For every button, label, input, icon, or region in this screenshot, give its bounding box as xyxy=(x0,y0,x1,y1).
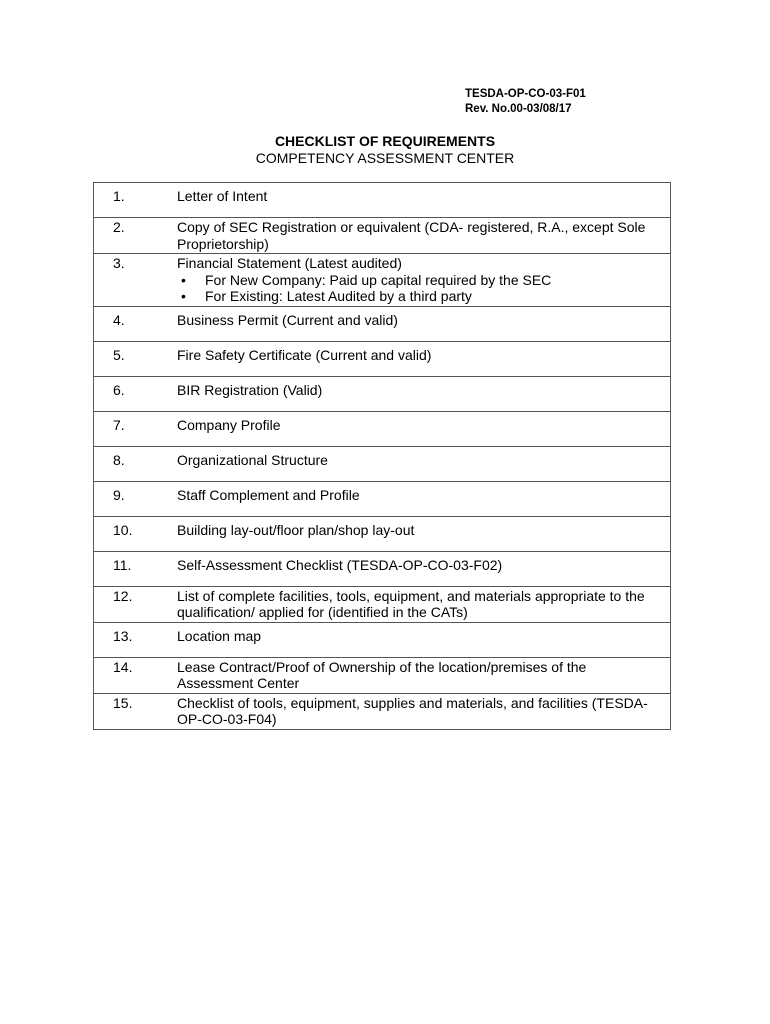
item-number: 10. xyxy=(94,516,178,551)
requirements-table xyxy=(93,182,671,730)
table-row xyxy=(94,622,671,657)
table-row xyxy=(94,551,671,586)
item-number: 12. xyxy=(94,586,178,622)
item-number: 15. xyxy=(94,693,178,729)
table-row xyxy=(94,586,671,622)
bullet-icon: • xyxy=(181,271,186,288)
item-cell xyxy=(177,254,671,307)
item-text: Business Permit (Current and valid) xyxy=(177,306,671,341)
item-text: Fire Safety Certificate (Current and valid) xyxy=(177,341,671,376)
item-text: Checklist of tools, equipment, supplies and materials, and facilities (TESDA-OP-CO-03-F04) xyxy=(177,693,671,729)
item-text: Copy of SEC Registration or equivalent (CDA- registered, R.A., except Sole Proprietorship) xyxy=(177,218,671,254)
table-row xyxy=(94,411,671,446)
item-text: Letter of Intent xyxy=(177,183,671,218)
document-reference xyxy=(465,87,586,117)
table-row xyxy=(94,446,671,481)
table-row xyxy=(94,693,671,729)
item-number: 14. xyxy=(94,657,178,693)
item-number: 13. xyxy=(94,622,178,657)
table-row xyxy=(94,481,671,516)
table-row xyxy=(94,376,671,411)
table-row xyxy=(94,254,671,307)
table-row xyxy=(94,218,671,254)
item-number: 1. xyxy=(94,183,178,218)
table-row xyxy=(94,306,671,341)
item-number: 4. xyxy=(94,306,178,341)
table-row xyxy=(94,657,671,693)
item-text: List of complete facilities, tools, equipment, and materials appropriate to the qualification/ applied for (identified in the CATs) xyxy=(177,586,671,622)
item-number: 3. xyxy=(94,254,178,307)
item-text: Organizational Structure xyxy=(177,446,671,481)
list-item xyxy=(177,288,664,305)
item-number: 6. xyxy=(94,376,178,411)
revision-number: Rev. No.00-03/08/17 xyxy=(465,103,572,115)
document-code: TESDA-OP-CO-03-F01 xyxy=(465,88,586,100)
item-number: 8. xyxy=(94,446,178,481)
item-text: Financial Statement (Latest audited) xyxy=(177,255,402,271)
bullet-text: For New Company: Paid up capital required by the SEC xyxy=(205,271,552,288)
table-row xyxy=(94,341,671,376)
table-row xyxy=(94,516,671,551)
item-number: 2. xyxy=(94,218,178,254)
item-text: BIR Registration (Valid) xyxy=(177,376,671,411)
item-number: 11. xyxy=(94,551,178,586)
item-number: 9. xyxy=(94,481,178,516)
bullet-text: For Existing: Latest Audited by a third party xyxy=(205,288,472,304)
item-text: Building lay-out/floor plan/shop lay-out xyxy=(177,516,671,551)
item-text: Location map xyxy=(177,622,671,657)
bullet-icon: • xyxy=(181,288,186,304)
item-text: Lease Contract/Proof of Ownership of the location/premises of the Assessment Center xyxy=(177,657,671,693)
item-text: Company Profile xyxy=(177,411,671,446)
list-item xyxy=(177,272,664,289)
bullet-list xyxy=(177,272,664,305)
item-text: Self-Assessment Checklist (TESDA-OP-CO-03-F02) xyxy=(177,551,671,586)
item-number: 5. xyxy=(94,341,178,376)
page-title: CHECKLIST OF REQUIREMENTS xyxy=(274,133,496,149)
page-subtitle: COMPETENCY ASSESSMENT CENTER xyxy=(255,150,515,166)
document-titles xyxy=(0,133,770,167)
table-row xyxy=(94,183,671,218)
item-number: 7. xyxy=(94,411,178,446)
item-text: Staff Complement and Profile xyxy=(177,481,671,516)
